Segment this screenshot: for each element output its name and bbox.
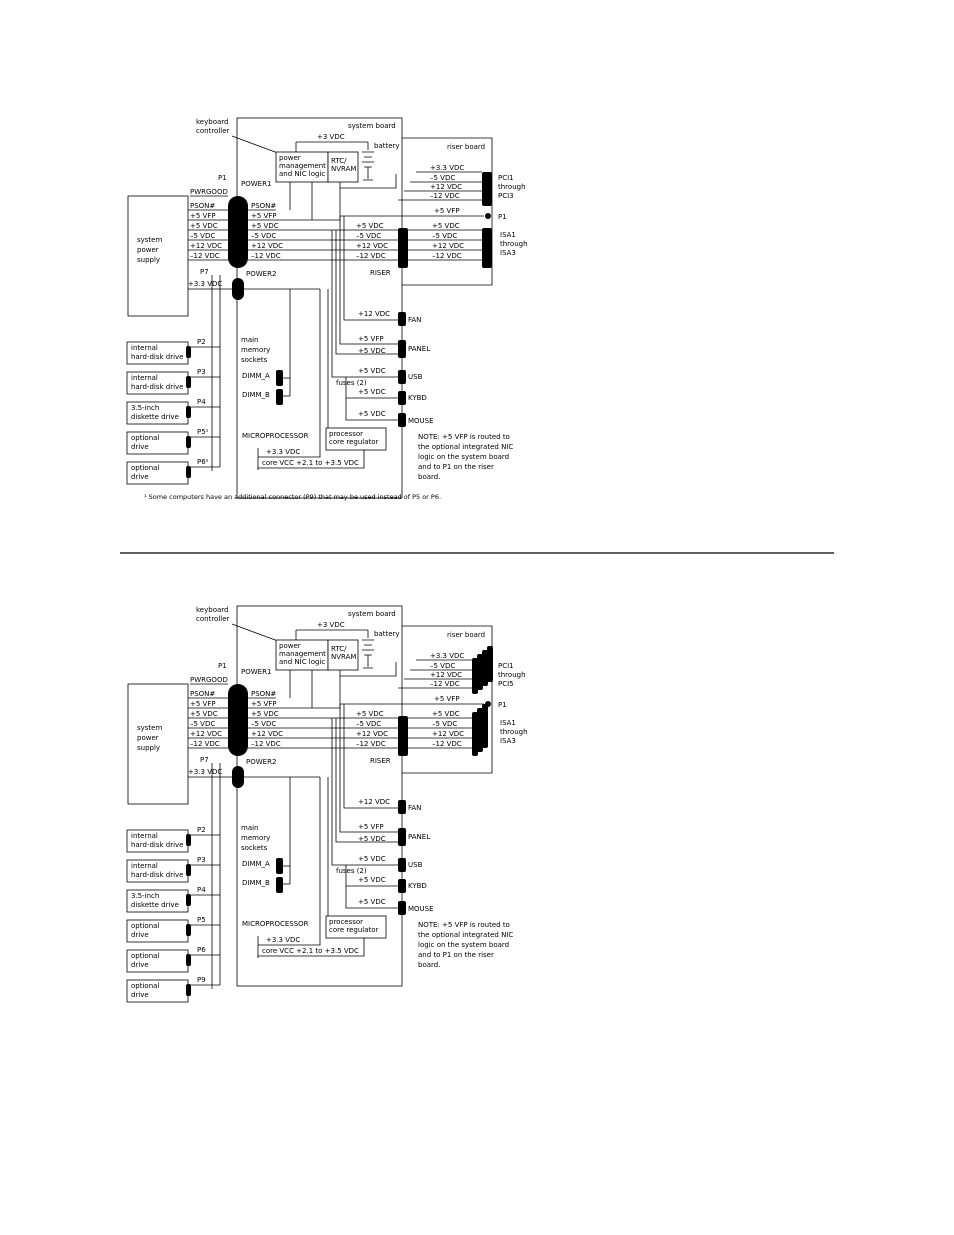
panel-rail-label-2: +5 VDC — [358, 347, 386, 355]
fan-rail-label: +12 VDC — [358, 798, 391, 806]
system-board-label: system board — [348, 122, 396, 130]
mouse-label: MOUSE — [408, 417, 434, 425]
mouse-rail-label: +5 VDC — [358, 410, 386, 418]
note-text-line-5: board. — [418, 961, 441, 969]
usb-connector — [398, 858, 406, 872]
drive-label-4-line-2: drive — [131, 443, 149, 451]
drive-conn-label-3: P4 — [197, 886, 206, 894]
usb-rail-label: +5 VDC — [358, 367, 386, 375]
isa-rail-label-1: +5 VDC — [432, 710, 460, 718]
power-diagram-1 — [127, 118, 528, 498]
pwrgood-label: PWRGOOD — [190, 676, 228, 684]
riser-in-rail-label-4: –12 VDC — [356, 740, 386, 748]
power2-connector — [232, 766, 244, 788]
drive-label-1-line-1: internal — [131, 832, 158, 840]
drive-conn-label-2: P3 — [197, 856, 206, 864]
riser-in-rail-label-3: +12 VDC — [356, 242, 389, 250]
note-text-line-2: the optional integrated NIC — [418, 931, 514, 939]
drive-label-2-line-1: internal — [131, 862, 158, 870]
microprocessor-label: MICROPROCESSOR — [242, 432, 309, 440]
fuses-label: fuses (2) — [336, 379, 367, 387]
fan-label: FAN — [408, 316, 422, 324]
riser-board-label: riser board — [447, 143, 486, 151]
system-power-supply-label-line-1: system — [137, 236, 163, 244]
psu-rail-label-6: –12 VDC — [190, 252, 220, 260]
drive-label-4-line-1: optional — [131, 434, 160, 442]
drive-conn-label-4: P5 — [197, 916, 206, 924]
rtc-nvram-label-line-1: RTC/ — [331, 645, 347, 653]
drive-label-4-line-2: drive — [131, 931, 149, 939]
riser-in-rail-label-1: +5 VDC — [356, 222, 384, 230]
drive-label-2-line-1: internal — [131, 374, 158, 382]
psu-rail-label-1: PSON# — [190, 690, 216, 698]
drive-conn-label-3: P4 — [197, 398, 206, 406]
psu-rail-label-6: –12 VDC — [190, 740, 220, 748]
isa-rail-label-3: +12 VDC — [432, 242, 465, 250]
isa-rail-label-2: –5 VDC — [432, 232, 458, 240]
riser-p1-label: P1 — [498, 701, 507, 709]
board-rail-label-3: +5 VDC — [251, 710, 279, 718]
pci-name-line-3: PCI5 — [498, 680, 514, 688]
note-text-line-2: the optional integrated NIC — [418, 443, 514, 451]
dimm-a-connector — [276, 858, 283, 874]
mouse-connector — [398, 413, 406, 427]
main-memory-label-line-3: sockets — [241, 844, 268, 852]
isa-rail-label-3: +12 VDC — [432, 730, 465, 738]
pci-rail-label-4: –12 VDC — [430, 192, 460, 200]
riser-connector — [398, 228, 408, 268]
drive-label-3-line-1: 3.5-inch — [131, 892, 160, 900]
keyboard-controller-label-line-2: controller — [196, 615, 230, 623]
mouse-rail-label: +5 VDC — [358, 898, 386, 906]
drive-label-6-line-2: drive — [131, 991, 149, 999]
fan-connector — [398, 800, 406, 814]
riser-p1-connector — [485, 701, 491, 707]
processor-core-regulator-label-line-2: core regulator — [329, 926, 379, 934]
isa-name-line-3: ISA3 — [500, 249, 516, 257]
riser-in-rail-label-1: +5 VDC — [356, 710, 384, 718]
mp-33-label: +3.3 VDC — [266, 448, 301, 456]
processor-core-regulator-label-line-1: processor — [329, 430, 364, 438]
drive-label-3-line-1: 3.5-inch — [131, 404, 160, 412]
board-rail-label-2: +5 VFP — [251, 700, 277, 708]
kybd-rail-label: +5 VDC — [358, 388, 386, 396]
drive-label-3-line-2: diskette drive — [131, 901, 179, 909]
drive-label-5-line-2: drive — [131, 961, 149, 969]
riser-board-label: riser board — [447, 631, 486, 639]
diagram-1-footnote: ¹ Some computers have an additional connector (P9) that may be used instead of P5 or P6. — [144, 493, 442, 501]
pci-rail-label-1: +3.3 VDC — [430, 164, 465, 172]
riser-in-rail-label-3: +12 VDC — [356, 730, 389, 738]
drive-connector-3 — [186, 406, 191, 418]
isa-rail-label-4: –12 VDC — [432, 252, 462, 260]
panel-rail-label-1: +5 VFP — [358, 335, 384, 343]
main-memory-label-line-2: memory — [241, 834, 271, 842]
system-power-supply-label-line-3: supply — [137, 744, 161, 752]
fan-rail-label: +12 VDC — [358, 310, 391, 318]
panel-rail-label-1: +5 VFP — [358, 823, 384, 831]
drive-connector-1 — [186, 834, 191, 846]
drive-conn-label-4: P5¹ — [197, 428, 209, 436]
power1-connector — [228, 684, 248, 756]
note-text-line-4: and to P1 on the riser — [418, 951, 494, 959]
psu-rail-label-5: +12 VDC — [190, 242, 223, 250]
drive-connector-2 — [186, 864, 191, 876]
fan-label: FAN — [408, 804, 422, 812]
note-text-line-1: NOTE: +5 VFP is routed to — [418, 921, 510, 929]
processor-core-regulator-label-line-1: processor — [329, 918, 364, 926]
drive-connector-1 — [186, 346, 191, 358]
panel-label: PANEL — [408, 345, 431, 353]
kybd-connector — [398, 879, 406, 893]
p7-rail-label: +3.3 VDC — [188, 280, 223, 288]
drive-conn-label-5: P6¹ — [197, 458, 209, 466]
isa-name-line-2: through — [500, 728, 528, 736]
pci-name-line-2: through — [498, 671, 526, 679]
note-text-line-4: and to P1 on the riser — [418, 463, 494, 471]
drive-connector-4 — [186, 436, 191, 448]
board-rail-label-5: +12 VDC — [251, 730, 284, 738]
kybd-connector — [398, 391, 406, 405]
drive-label-5-line-2: drive — [131, 473, 149, 481]
power2-label: POWER2 — [246, 270, 277, 278]
drive-connector-6 — [186, 984, 191, 996]
plus3vdc-label: +3 VDC — [317, 621, 345, 629]
main-memory-label-line-2: memory — [241, 346, 271, 354]
riser-connector — [398, 716, 408, 756]
board-rail-label-1: PSON# — [251, 202, 277, 210]
board-rail-label-2: +5 VFP — [251, 212, 277, 220]
mp-33-label: +3.3 VDC — [266, 936, 301, 944]
usb-label: USB — [408, 373, 423, 381]
drive-label-1-line-1: internal — [131, 344, 158, 352]
panel-connector — [398, 828, 406, 846]
isa-name-line-1: ISA1 — [500, 719, 516, 727]
isa-name-line-2: through — [500, 240, 528, 248]
drive-label-6-line-1: optional — [131, 982, 160, 990]
pci-name-line-3: PCI3 — [498, 192, 514, 200]
note-text-line-3: logic on the system board — [418, 941, 510, 949]
core-vcc-label: core VCC +2.1 to +3.5 VDC — [262, 947, 359, 955]
psu-rail-label-3: +5 VDC — [190, 710, 218, 718]
pci-name-line-2: through — [498, 183, 526, 191]
drive-connector-3 — [186, 894, 191, 906]
pci-rail-label-3: +12 VDC — [430, 671, 463, 679]
note-text-line-5: board. — [418, 473, 441, 481]
mouse-label: MOUSE — [408, 905, 434, 913]
isa-rail-label-2: –5 VDC — [432, 720, 458, 728]
pci-name-line-1: PCI1 — [498, 174, 514, 182]
riser-p1-rail-label: +5 VFP — [434, 695, 460, 703]
drive-label-5-line-1: optional — [131, 952, 160, 960]
drive-conn-label-5: P6 — [197, 946, 206, 954]
dimm-b-connector — [276, 389, 283, 405]
dimm-b-label: DIMM_B — [242, 879, 270, 887]
psu-rail-label-4: –5 VDC — [190, 720, 216, 728]
main-memory-label-line-1: main — [241, 336, 259, 344]
psu-rail-label-3: +5 VDC — [190, 222, 218, 230]
usb-rail-label: +5 VDC — [358, 855, 386, 863]
pwrgood-label: PWRGOOD — [190, 188, 228, 196]
riser-in-rail-label-4: –12 VDC — [356, 252, 386, 260]
riser-label: RISER — [370, 269, 391, 277]
main-memory-label-line-1: main — [241, 824, 259, 832]
drive-conn-label-2: P3 — [197, 368, 206, 376]
power1-connector — [228, 196, 248, 268]
main-memory-label-line-3: sockets — [241, 356, 268, 364]
drive-conn-label-1: P2 — [197, 826, 206, 834]
power-management-label-line-1: power — [279, 154, 301, 162]
board-rail-label-6: –12 VDC — [251, 740, 281, 748]
p7-label: P7 — [200, 268, 209, 276]
p1-label: P1 — [218, 174, 227, 182]
kybd-label: KYBD — [408, 394, 427, 402]
dimm-b-label: DIMM_B — [242, 391, 270, 399]
riser-p1-label: P1 — [498, 213, 507, 221]
drive-connector-5 — [186, 466, 191, 478]
system-power-supply-label-line-2: power — [137, 246, 159, 254]
power2-connector — [232, 278, 244, 300]
p7-rail-label: +3.3 VDC — [188, 768, 223, 776]
psu-rail-label-2: +5 VFP — [190, 700, 216, 708]
psu-rail-label-5: +12 VDC — [190, 730, 223, 738]
board-rail-label-5: +12 VDC — [251, 242, 284, 250]
power-diagram-2 — [127, 606, 528, 1002]
power-management-label-line-2: management — [279, 162, 326, 170]
fuses-label: fuses (2) — [336, 867, 367, 875]
drive-label-4-line-1: optional — [131, 922, 160, 930]
drive-conn-label-6: P9 — [197, 976, 206, 984]
drive-connector-4 — [186, 924, 191, 936]
drive-label-5-line-1: optional — [131, 464, 160, 472]
pci-connector-4 — [487, 646, 493, 682]
power-management-label-line-3: and NIC logic — [279, 658, 326, 666]
panel-label: PANEL — [408, 833, 431, 841]
kybd-label: KYBD — [408, 882, 427, 890]
fan-connector — [398, 312, 406, 326]
board-rail-label-1: PSON# — [251, 690, 277, 698]
pci-rail-label-1: +3.3 VDC — [430, 652, 465, 660]
riser-label: RISER — [370, 757, 391, 765]
keyboard-controller-label-line-1: keyboard — [196, 606, 229, 614]
pci-rail-label-2: –5 VDC — [430, 662, 456, 670]
panel-connector — [398, 340, 406, 358]
microprocessor-label: MICROPROCESSOR — [242, 920, 309, 928]
system-power-supply-label-line-3: supply — [137, 256, 161, 264]
drive-conn-label-1: P2 — [197, 338, 206, 346]
dimm-a-label: DIMM_A — [242, 372, 270, 380]
core-vcc-label: core VCC +2.1 to +3.5 VDC — [262, 459, 359, 467]
isa-name-line-3: ISA3 — [500, 737, 516, 745]
drive-connector-5 — [186, 954, 191, 966]
plus3vdc-label: +3 VDC — [317, 133, 345, 141]
isa-rail-label-1: +5 VDC — [432, 222, 460, 230]
riser-in-rail-label-2: –5 VDC — [356, 720, 382, 728]
psu-rail-label-1: PSON# — [190, 202, 216, 210]
pci-rail-label-3: +12 VDC — [430, 183, 463, 191]
pci-rail-label-2: –5 VDC — [430, 174, 456, 182]
pci-connector — [482, 172, 492, 206]
rtc-nvram-label-line-1: RTC/ — [331, 157, 347, 165]
keyboard-controller-label-line-2: controller — [196, 127, 230, 135]
drive-label-2-line-2: hard-disk drive — [131, 383, 184, 391]
pci-name-line-1: PCI1 — [498, 662, 514, 670]
panel-rail-label-2: +5 VDC — [358, 835, 386, 843]
power-management-label-line-2: management — [279, 650, 326, 658]
dimm-b-connector — [276, 877, 283, 893]
power1-label: POWER1 — [241, 668, 272, 676]
processor-core-regulator-label-line-2: core regulator — [329, 438, 379, 446]
note-text-line-3: logic on the system board — [418, 453, 510, 461]
drive-label-3-line-2: diskette drive — [131, 413, 179, 421]
power2-label: POWER2 — [246, 758, 277, 766]
riser-in-rail-label-2: –5 VDC — [356, 232, 382, 240]
riser-p1-rail-label: +5 VFP — [434, 207, 460, 215]
board-rail-label-4: –5 VDC — [251, 720, 277, 728]
isa-connector — [482, 228, 492, 268]
power-management-label-line-3: and NIC logic — [279, 170, 326, 178]
riser-p1-connector — [485, 213, 491, 219]
isa-name-line-1: ISA1 — [500, 231, 516, 239]
p1-label: P1 — [218, 662, 227, 670]
board-rail-label-3: +5 VDC — [251, 222, 279, 230]
note-text-line-1: NOTE: +5 VFP is routed to — [418, 433, 510, 441]
battery-label: battery — [374, 142, 400, 150]
drive-connector-2 — [186, 376, 191, 388]
pci-rail-label-4: –12 VDC — [430, 680, 460, 688]
battery-label: battery — [374, 630, 400, 638]
usb-connector — [398, 370, 406, 384]
system-board-label: system board — [348, 610, 396, 618]
dimm-a-connector — [276, 370, 283, 386]
drive-label-2-line-2: hard-disk drive — [131, 871, 184, 879]
keyboard-controller-label-line-1: keyboard — [196, 118, 229, 126]
power-management-label-line-1: power — [279, 642, 301, 650]
psu-rail-label-4: –5 VDC — [190, 232, 216, 240]
isa-rail-label-4: –12 VDC — [432, 740, 462, 748]
mouse-connector — [398, 901, 406, 915]
board-rail-label-6: –12 VDC — [251, 252, 281, 260]
dimm-a-label: DIMM_A — [242, 860, 270, 868]
usb-label: USB — [408, 861, 423, 869]
kybd-rail-label: +5 VDC — [358, 876, 386, 884]
board-rail-label-4: –5 VDC — [251, 232, 277, 240]
system-power-supply-label-line-1: system — [137, 724, 163, 732]
p7-label: P7 — [200, 756, 209, 764]
psu-rail-label-2: +5 VFP — [190, 212, 216, 220]
power1-label: POWER1 — [241, 180, 272, 188]
drive-label-1-line-2: hard-disk drive — [131, 841, 184, 849]
rtc-nvram-label-line-2: NVRAM — [331, 653, 357, 661]
isa-connector-3 — [482, 704, 488, 748]
drive-label-1-line-2: hard-disk drive — [131, 353, 184, 361]
rtc-nvram-label-line-2: NVRAM — [331, 165, 357, 173]
system-power-supply-label-line-2: power — [137, 734, 159, 742]
